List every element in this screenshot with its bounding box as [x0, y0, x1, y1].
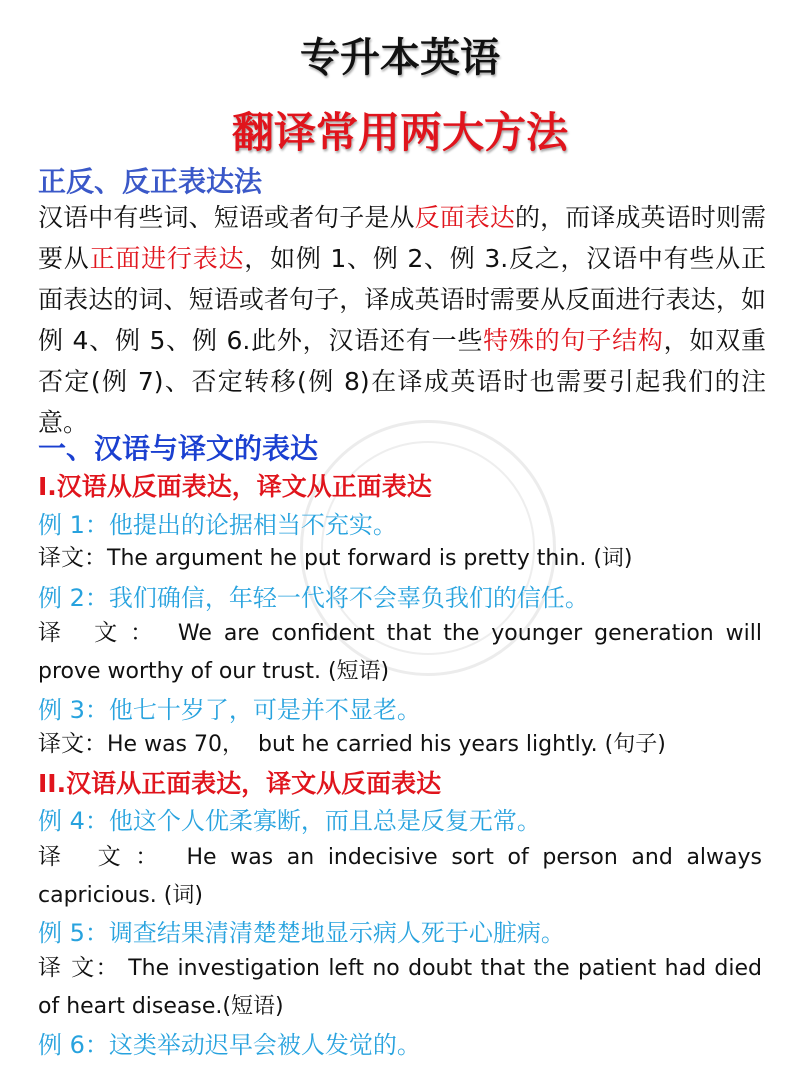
part1-heading: I.汉语从反面表达，译文从正面表达 [38, 472, 432, 501]
example-1-cn: 例 1：他提出的论据相当不充实。 [38, 511, 397, 539]
example-4-translation [38, 838, 762, 915]
translation-label: 译 文： [38, 844, 173, 870]
intro-text: 的，而译成英语时则需要从 [38, 203, 766, 273]
translation-label: 译 文： [38, 955, 120, 981]
example-5-translation [38, 949, 762, 1026]
intro-text: 汉语中有些词、短语或者句子是从 [38, 203, 415, 232]
method-heading: 正反、反正表达法 [38, 165, 263, 198]
example-6-cn: 例 6：这类举动迟早会被人发觉的。 [38, 1031, 421, 1059]
intro-highlight: 反面表达 [414, 203, 516, 232]
intro-highlight: 特殊的句子结构 [483, 326, 664, 355]
translation-label: 译 文： [38, 620, 166, 646]
translation-text: The investigation left no doubt that the patient had died of heart disease.(短语) [38, 956, 762, 1019]
part2-heading: II.汉语从正面表达，译文从反面表达 [38, 769, 442, 798]
intro-highlight: 正面进行表达 [89, 244, 245, 273]
page-title: 专升本英语 [300, 35, 500, 81]
example-1-translation [38, 539, 633, 578]
example-2-cn: 例 2：我们确信，年轻一代将不会辜负我们的信任。 [38, 584, 589, 612]
section-heading: 一、汉语与译文的表达 [38, 432, 319, 465]
translation-label: 译文： [38, 731, 107, 757]
example-5-cn: 例 5：调查结果清清楚楚地显示病人死于心脏病。 [38, 919, 565, 947]
translation-text: The argument he put forward is pretty thin. (词) [107, 546, 633, 571]
translation-text: He was an indecisive sort of person and always capricious. (词) [38, 845, 762, 908]
intro-text: ，如双重否定(例 7)、否定转移(例 8)在译成英语时也需要引起我们的注意。 [38, 326, 766, 437]
intro-paragraph [38, 197, 766, 443]
page-subtitle: 翻译常用两大方法 [231, 108, 568, 157]
intro-text: ，如例 1、例 2、例 3.反之，汉语中有些从正面表达的词、短语或者句子，译成英语时需要从反面进行表达，如例 4、例 5、例 6.此外，汉语还有一些 [38, 244, 766, 355]
translation-text: He was 70， but he carried his years lightly. (句子) [107, 732, 666, 757]
example-3-cn: 例 3：他七十岁了，可是并不显老。 [38, 696, 421, 724]
example-4-cn: 例 4：他这个人优柔寡断，而且总是反复无常。 [38, 807, 541, 835]
translation-label: 译文： [38, 545, 107, 571]
example-2-translation [38, 614, 762, 691]
translation-text: We are confident that the younger generation will prove worthy of our trust. (短语) [38, 621, 762, 684]
example-3-translation [38, 725, 666, 764]
